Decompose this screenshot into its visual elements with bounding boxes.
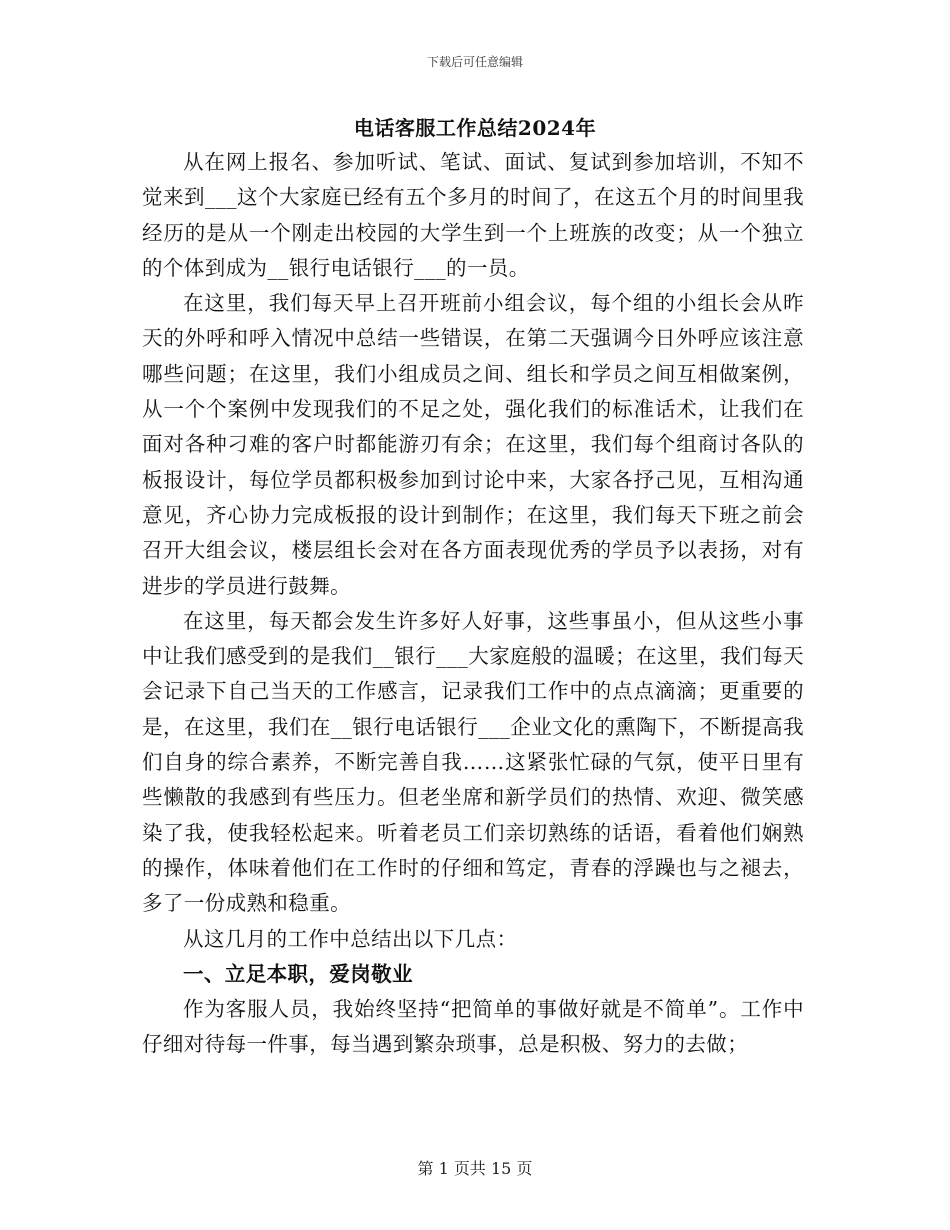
page-footer-number: 第 1 页共 15 页 <box>417 1159 533 1178</box>
paragraph-3: 在这里，每天都会发生许多好人好事，这些事虽小，但从这些小事中让我们感受到的是我们__银行___大家庭般的温暖；在这里，我们每天会记录下自己当天的工作感言，记录我们工作中的点点滴滴；更重要的是，在这里，我们在__银行电话银行___企业文化的熏陶下，不断提高我们自身的综合素养，不断完善自我……这紧张忙碌的气氛，使平日里有些懒散的我感到有些压力。但老坐席和新学员们的热情、欢迎、微笑感染了我，使我轻松起来。听着老员工们亲切熟练的话语，看着他们娴熟的操作，体味着他们在工作时的仔细和笃定，青春的浮躁也与之褪去，多了一份成熟和稳重。 <box>142 608 804 916</box>
paragraph-5: 作为客服人员，我始终坚持“把简单的事做好就是不简单”。工作中仔细对待每一件事，每当遇到繁杂琐事，总是积极、努力的去做； <box>142 997 804 1057</box>
document-title: 电话客服工作总结2024年 <box>353 116 597 140</box>
paragraph-2: 在这里，我们每天早上召开班前小组会议，每个组的小组长会从昨天的外呼和呼入情况中总结一些错误，在第二天强调今日外呼应该注意哪些问题；在这里，我们小组成员之间、组长和学员之间互相做案例，从一个个案例中发现我们的不足之处，强化我们的标准话术，让我们在面对各种刁难的客户时都能游刃有余；在这里，我们每个组商讨各队的板报设计，每位学员都积极参加到讨论中来，大家各抒己见，互相沟通意见，齐心协力完成板报的设计到制作；在这里，我们每天下班之前会召开大组会议，楼层组长会对在各方面表现优秀的学员予以表扬，对有进步的学员进行鼓舞。 <box>142 291 804 598</box>
paragraph-4: 从这几月的工作中总结出以下几点： <box>183 926 518 951</box>
paragraph-1: 从在网上报名、参加听试、笔试、面试、复试到参加培训，不知不觉来到___这个大家庭已经有五个多月的时间了，在这五个月的时间里我经历的是从一个刚走出校园的大学生到一个上班族的改变；从一个独立的个体到成为__银行电话银行___的一员。 <box>142 150 804 280</box>
document-body <box>142 145 804 1063</box>
section-heading: 一、立足本职，爱岗敬业 <box>183 961 413 986</box>
page-header-note: 下载后可任意编辑 <box>426 55 523 69</box>
